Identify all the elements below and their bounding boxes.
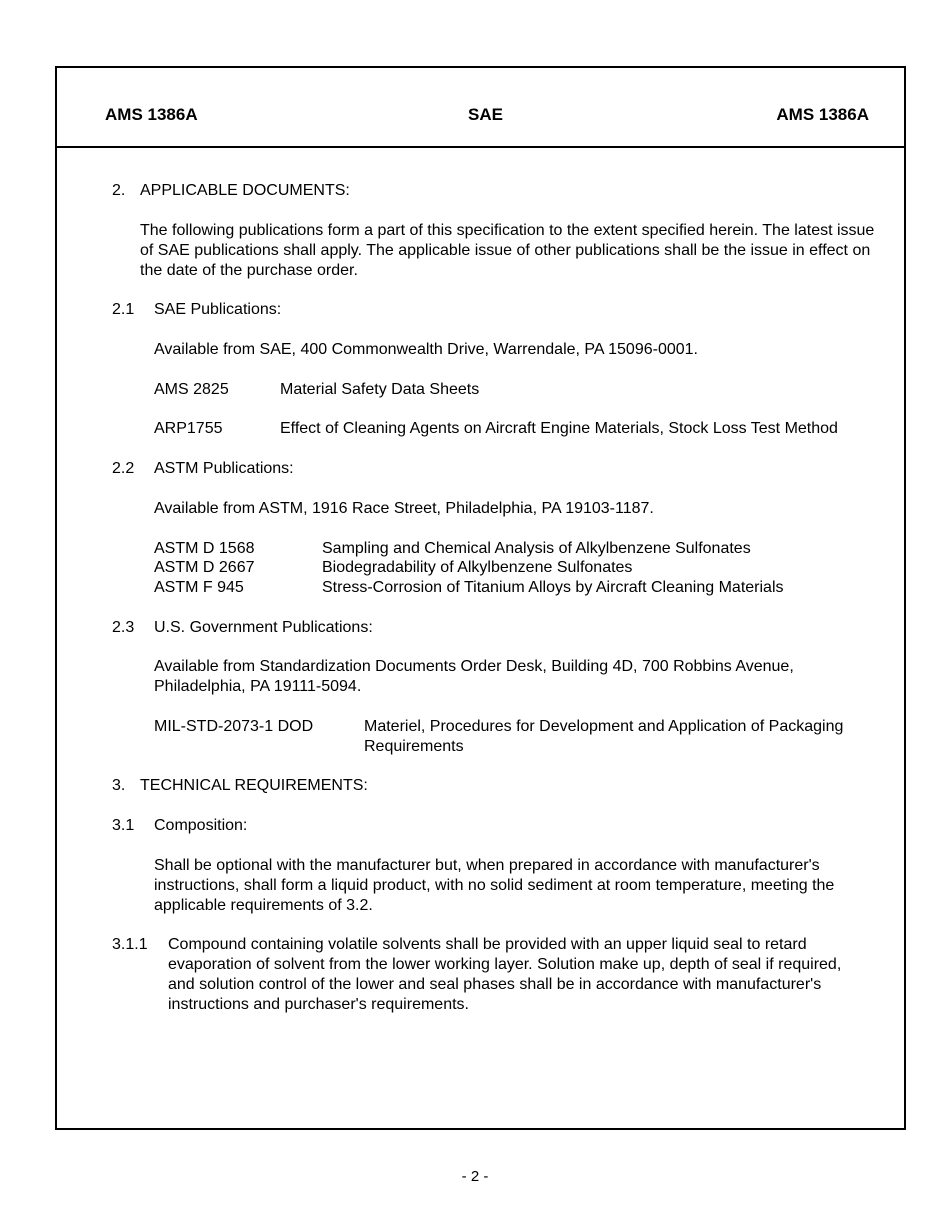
section-2-1-number: 2.1: [112, 301, 135, 318]
doc-id: ASTM D 1568: [154, 540, 255, 557]
section-3-1-body: Shall be optional with the manufacturer but, when prepared in accordance with manufacturer's instructions, shall form a liquid product, with no solid sediment at room temperature, meeting the applicable requirements of 3.2.: [154, 857, 835, 914]
section-2-2-number: 2.2: [112, 460, 135, 477]
section-3-1-1-body: Compound containing volatile solvents shall be provided with an upper liquid seal to retard evaporation of solvent from the lower working layer. Solution make up, depth of seal if required, and solution control of the lower and seal phases shall be in accordance with manufacturer's instructions and purchaser's requirements.: [168, 936, 842, 1013]
doc-title: Material Safety Data Sheets: [280, 381, 480, 398]
doc-id: MIL-STD-2073-1 DOD: [154, 718, 314, 735]
section-2-1-availability: Available from SAE, 400 Commonwealth Drive, Warrendale, PA 15096-0001.: [154, 341, 698, 358]
section-3-1-title: Composition:: [154, 817, 248, 834]
section-2-3-availability: Available from Standardization Documents Order Desk, Building 4D, 700 Robbins Avenue, Philadelphia, PA 19111-5094.: [154, 658, 794, 695]
section-2-title: APPLICABLE DOCUMENTS:: [140, 182, 350, 199]
section-3-1-number: 3.1: [112, 817, 135, 834]
page-number: - 2 -: [461, 1168, 489, 1185]
section-3-title: TECHNICAL REQUIREMENTS:: [140, 777, 368, 794]
doc-title: Sampling and Chemical Analysis of Alkylbenzene Sulfonates: [322, 540, 751, 557]
doc-id: ARP1755: [154, 420, 223, 437]
section-2-2-availability: Available from ASTM, 1916 Race Street, Philadelphia, PA 19103-1187.: [154, 500, 654, 517]
header-doc-id-left: AMS 1386A: [105, 105, 198, 124]
section-2-2-title: ASTM Publications:: [154, 460, 294, 477]
header-org: SAE: [468, 105, 503, 124]
doc-title: Materiel, Procedures for Development and Application of Packaging Requirements: [364, 718, 844, 755]
doc-id: AMS 2825: [154, 381, 229, 398]
page-header: [57, 68, 904, 148]
doc-title: Effect of Cleaning Agents on Aircraft Engine Materials, Stock Loss Test Method: [280, 420, 838, 437]
doc-id: ASTM D 2667: [154, 559, 255, 576]
section-3-1-1-number: 3.1.1: [112, 936, 148, 953]
section-2-3-number: 2.3: [112, 619, 135, 636]
section-2-3-title: U.S. Government Publications:: [154, 619, 373, 636]
section-2-1-title: SAE Publications:: [154, 301, 282, 318]
section-3-number: 3.: [112, 777, 126, 794]
header-doc-id-right: AMS 1386A: [776, 105, 869, 124]
section-2-number: 2.: [112, 182, 126, 199]
doc-title: Biodegradability of Alkylbenzene Sulfonates: [322, 559, 633, 576]
doc-id: ASTM F 945: [154, 579, 244, 596]
doc-title: Stress-Corrosion of Titanium Alloys by Aircraft Cleaning Materials: [322, 579, 784, 596]
section-2-body: The following publications form a part of this specification to the extent specified herein. The latest issue of SAE publications shall apply. The applicable issue of other publications shall be the issue in effect on the date of the purchase order.: [140, 222, 875, 279]
